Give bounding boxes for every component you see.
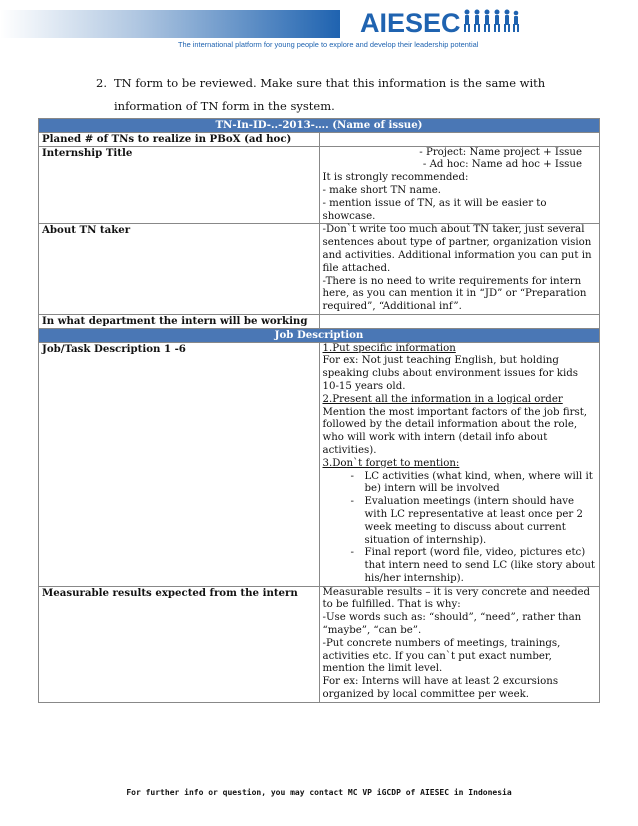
internship-title-label: Internship Title [39, 146, 320, 224]
tn-form-table [38, 118, 600, 703]
table-title: TN-In-ID-..-2013-…. (Name of issue) [39, 119, 600, 133]
header-gradient-bar [0, 10, 340, 38]
job-heading-1: 1.Put specific information [322, 342, 456, 354]
job-heading-2: 2.Present all the information in a logical order [322, 393, 563, 405]
internship-adhoc-line: - Ad hoc: Name ad hoc + Issue [422, 159, 582, 171]
list-item: - Final report (word file, video, pictures etc) that intern need to send LC (like story about his/her internship). [353, 547, 597, 585]
internship-title-value [319, 146, 600, 224]
measurable-paragraph-4: For ex: Interns will have at least 2 excursions organized by local committee per week. [322, 676, 559, 701]
measurable-paragraph-1: Measurable results – it is very concrete and needed to be fulfilled. That is why: [322, 586, 591, 611]
job-heading-3: 3.Don`t forget to mention: [322, 457, 460, 469]
page-header [0, 0, 638, 58]
measurable-paragraph-2: -Use words such as: “should”, “need”, rather than “maybe”, “can be”. [322, 612, 582, 637]
internship-project-line: - Project: Name project + Issue [419, 146, 582, 158]
measurable-results-value [319, 586, 600, 702]
list-number: 2. [96, 76, 107, 90]
planed-tns-label: Planed # of TNs to realize in PBoX (ad hoc) [39, 132, 320, 146]
about-paragraph-2: -There is no need to write requirements for intern here, as you can mention it in “JD” or “Preparation required”, “Additional inf”. [322, 275, 587, 313]
department-label: In what department the intern will be working [39, 314, 320, 328]
about-tn-taker-value [319, 224, 600, 315]
intro-line-2: information of TN form in the system. [114, 99, 335, 113]
planed-tns-value [319, 132, 600, 146]
job-mention-list [323, 471, 597, 586]
internship-issue-line: - mention issue of TN, as it will be easier to showcase. [322, 197, 547, 222]
internship-recommend-line: It is strongly recommended: [322, 172, 469, 184]
about-paragraph-1: -Don`t write too much about TN taker, just several sentences about type of partner, organization vision and activities. Additional information you can put in file attached. [322, 224, 592, 274]
page-footer: For further info or question, you may contact MC VP iGCDP of AIESEC in Indonesia [126, 788, 512, 797]
people-logo-icon [463, 8, 521, 34]
job-task-value [319, 342, 600, 586]
list-item: - Evaluation meetings (intern should have with LC representative at least once per 2 week meeting to discuss about current situation of internship). [353, 496, 597, 547]
header-tagline: The international platform for young people to explore and develop their leadership potential [178, 40, 479, 49]
list-item: - LC activities (what kind, when, where will it be) intern will be involved [353, 471, 597, 497]
aiesec-logo: AIESEC [360, 8, 461, 38]
department-value [319, 314, 600, 328]
measurable-paragraph-3: -Put concrete numbers of meetings, trainings, activities etc. If you can`t put exact number, mention the limit level. [322, 637, 561, 675]
job-paragraph-2: Mention the most important factors of the job first, followed by the detail information about the role, who will work with intern (detail info about activities). [322, 406, 588, 456]
internship-short-name-line: - make short TN name. [322, 184, 441, 196]
job-paragraph-1: For ex: Not just teaching English, but holding speaking clubs about environment issues for kids 10-15 years old. [322, 355, 578, 392]
about-tn-taker-label: About TN taker [39, 224, 320, 315]
intro-paragraph [96, 72, 576, 118]
job-description-header: Job Description [39, 328, 600, 342]
intro-line-1: TN form to be reviewed. Make sure that this information is the same with [114, 76, 546, 90]
measurable-results-label: Measurable results expected from the intern [39, 586, 320, 702]
job-task-label: Job/Task Description 1 -6 [39, 342, 320, 586]
